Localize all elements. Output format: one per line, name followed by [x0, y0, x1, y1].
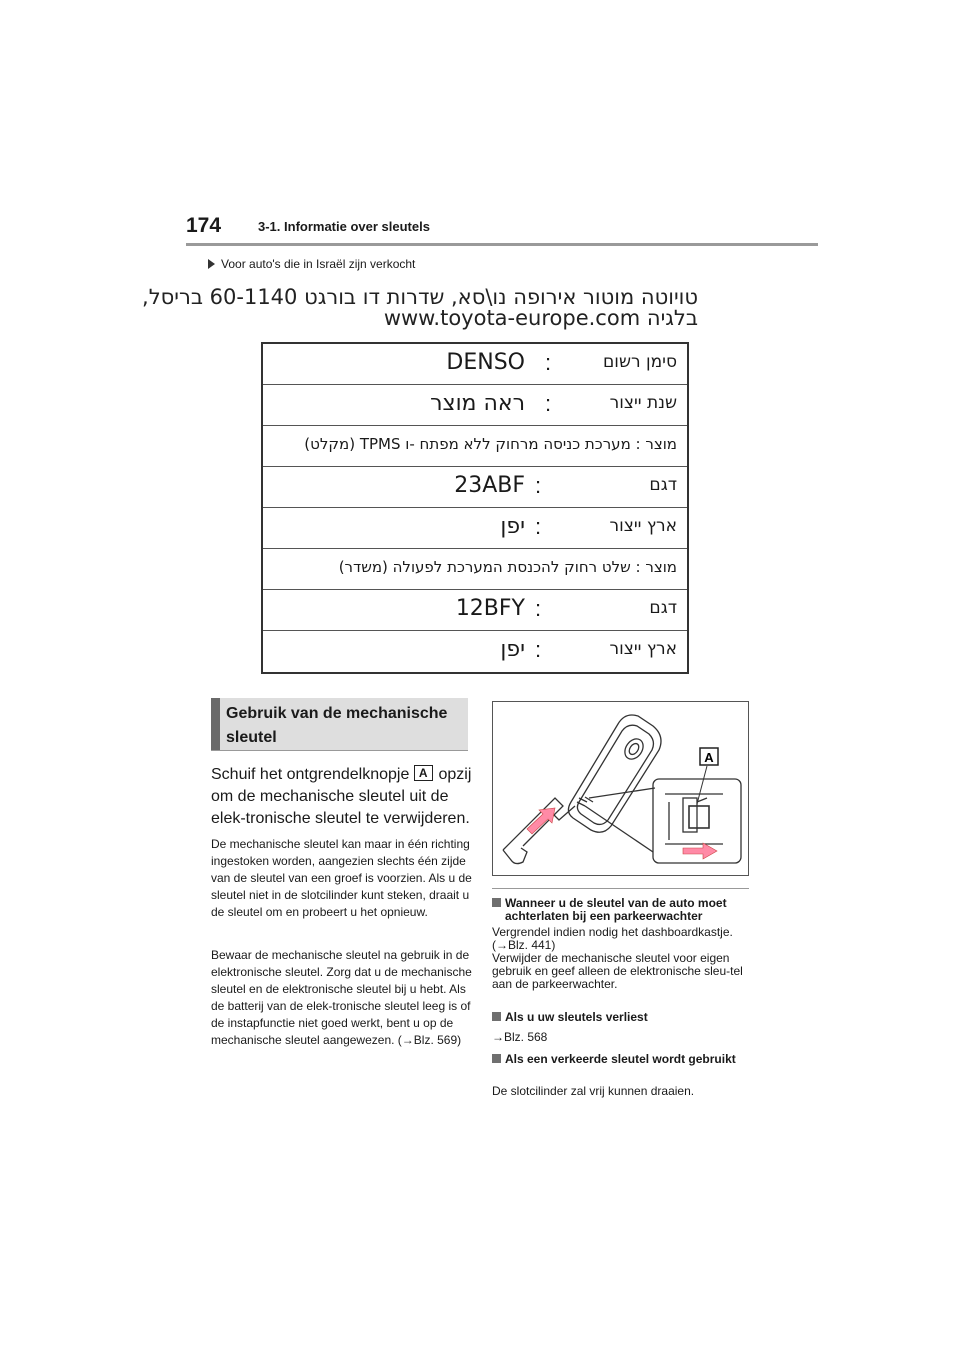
- label-country: בלגיה: [646, 306, 698, 330]
- row-label: ארץ ייצור: [609, 639, 677, 659]
- row-label: סימן רשום: [603, 352, 677, 372]
- note-line: Verwijder de mechanische sleutel voor eigen gebruik en geef alleen de elektronische sleu-tel aan de parkeerwachter.: [492, 951, 743, 991]
- row-colon: :: [535, 596, 542, 621]
- row-value: ראה מוצר: [430, 391, 525, 416]
- table-row: [263, 590, 687, 631]
- note-line: (→Blz. 441): [492, 938, 556, 952]
- instruction-before: Schuif het ontgrendelknopje: [211, 766, 410, 783]
- key-illustration: [492, 701, 749, 876]
- notes-rule: [492, 888, 749, 889]
- note-heading-text: Als u uw sleutels verliest: [505, 1010, 648, 1024]
- label-address-line1: טויוטה מוטור אירופה נו\סא, שדרות דו בורגט 60-1140 בריסל,: [142, 285, 698, 309]
- label-info-table: [261, 342, 689, 674]
- note-line: Vergrendel indien nodig het dashboardkastje.: [492, 925, 733, 939]
- note-line: →Blz. 568: [492, 1030, 548, 1044]
- section-title: 3-1. Informatie over sleutels: [258, 219, 430, 234]
- square-bullet-icon: [492, 898, 501, 907]
- label-address-line2: [384, 306, 698, 330]
- table-row: [263, 549, 687, 590]
- note-heading-text: Wanneer u de sleutel van de auto moet achterlaten bij een parkeerwachter: [505, 896, 727, 923]
- heading-rule: [211, 750, 468, 751]
- note-body: [492, 926, 756, 991]
- row-colon: :: [545, 391, 552, 416]
- table-row: [263, 344, 687, 385]
- table-row: [263, 385, 687, 426]
- note-body: [492, 1031, 756, 1044]
- note-heading: [492, 1053, 754, 1066]
- row-label: ארץ ייצור: [609, 516, 677, 536]
- row-label: דגם: [649, 598, 677, 618]
- row-colon: :: [545, 350, 552, 375]
- square-bullet-icon: [492, 1012, 501, 1021]
- row-value: יפן: [500, 637, 525, 662]
- row-full-text: מוצר : שלט רחוק להכנסת המערכת לפעולה (משדר): [338, 558, 677, 576]
- row-colon: :: [535, 473, 542, 498]
- section-heading-text: Gebruik van de mechanische sleutel: [226, 705, 448, 746]
- row-label: דגם: [649, 475, 677, 495]
- row-value: DENSO: [446, 350, 525, 375]
- row-full-text: מוצר : מערכת כניסה מרחוק ללא מפתח -ו TPMS (מקלט): [304, 435, 677, 453]
- row-value: יפן: [500, 514, 525, 539]
- israel-note-text: Voor auto's die in Israël zijn verkocht: [221, 257, 416, 271]
- note-heading: [492, 897, 754, 923]
- row-label: שנת ייצור: [609, 393, 677, 413]
- israel-note: [208, 257, 415, 271]
- section-heading: [211, 698, 468, 750]
- header-rule: [186, 243, 818, 246]
- label-url: www.toyota-europe.com: [383, 306, 641, 330]
- note-line: De slotcilinder zal vrij kunnen draaien.: [492, 1084, 695, 1098]
- instruction-after: opzij om de mechanische sleutel uit de elek-tronische sleutel te verwijderen.: [211, 766, 472, 827]
- table-row: [263, 508, 687, 549]
- table-row: [263, 631, 687, 672]
- electronic-key-drawing: [493, 702, 748, 875]
- figure-callout-label: A: [704, 750, 714, 765]
- note-heading: [492, 1011, 754, 1024]
- table-row: [263, 467, 687, 508]
- paragraph: De mechanische sleutel kan maar in één richting ingestoken worden, aangezien slechts één zijde van de sleutel van een groef is voorzien. Als u de sleutel niet in de slotcilinder kunt steken, draait u de sleutel om en probeert u het opnieuw.: [211, 837, 472, 919]
- row-colon: :: [535, 637, 542, 662]
- row-colon: :: [535, 514, 542, 539]
- triangle-bullet-icon: [208, 259, 215, 269]
- paragraph: Bewaar de mechanische sleutel na gebruik in de elektronische sleutel. Zorg dat u de mechanische sleutel en de elektronische sleutel bij u hebt. Als de batterij van de elek-tronische sleutel leeg is of de instapfunctie niet goed werkt, bent u op de mechanische sleutel aangewezen. (→Blz. 569): [211, 948, 472, 1047]
- page-number: 174: [186, 214, 222, 237]
- note-heading-text: Als een verkeerde sleutel wordt gebruikt: [505, 1052, 736, 1066]
- callout-a: A: [414, 765, 433, 781]
- square-bullet-icon: [492, 1054, 501, 1063]
- instruction-text: [211, 764, 473, 830]
- row-value: 23ABF: [454, 473, 525, 498]
- row-value: 12BFY: [455, 596, 525, 621]
- table-row: [263, 426, 687, 467]
- note-body: [492, 1085, 756, 1098]
